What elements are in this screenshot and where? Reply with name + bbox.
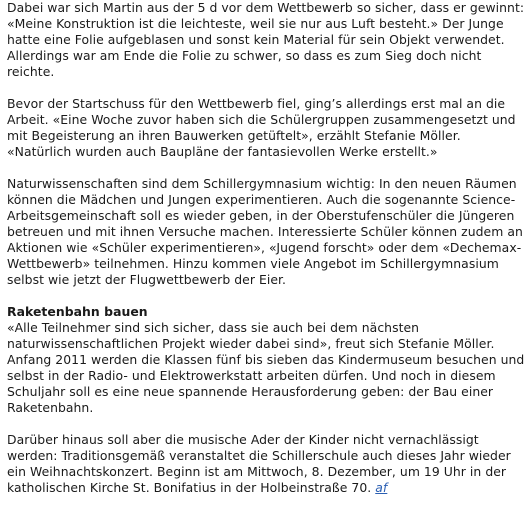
paragraph-1: Dabei war sich Martin aus der 5 d vor dem Wettbewerb so sicher, dass er gewinnt: «Meine Konstruktion ist die leichteste, weil sie nur aus Luft besteht.» Der Junge hatte eine Folie aufgeblasen und sonst kein Material für sein Objekt verwendet. Allerdings war am Ende die Folie zu schwer, so dass es zum Sieg doch nicht reichte. bbox=[7, 0, 525, 79]
paragraph-3: Naturwissenschaften sind dem Schillergymnasium wichtig: In den neuen Räumen können die Mädchen und Jungen experimentieren. Auch die sogenannte Science-Arbeitsgemeinschaft soll es wieder geben, in der Oberstufenschüler die Jüngeren betreuen und mit ihnen Versuche machen. Interessierte Schüler können zudem an Aktionen wie «Schüler experimentieren», «Jugend forscht» oder dem «Dechemax-Wettbewerb» teilnehmen. Hinzu kommen viele Angebot im Schillergymnasium selbst wie jetzt der Flugwettbewerb der Eier. bbox=[7, 176, 523, 287]
paragraph-4: «Alle Teilnehmer sind sich sicher, dass sie auch bei dem nächsten naturwissenschaftlichen Projekt wieder dabei sind», freut sich Stefanie Möller. Anfang 2011 werden die Klassen fünf bis sieben das Kindermuseum besuchen und selbst in der Radio- und Elektrowerkstatt arbeiten dürfen. Und noch in diesem Schuljahr soll es eine neue spannende Herausforderung geben: der Bau einer Raketenbahn. bbox=[7, 320, 525, 415]
section-heading: Raketenbahn bauen bbox=[7, 304, 148, 319]
paragraph-5-text: Darüber hinaus soll aber die musische Ader der Kinder nicht vernachlässigt werden: Traditionsgemäß veranstaltet die Schillerschule auch dieses Jahr wieder ein Weihnachtskonzert. Beginn ist am Mittwoch, 8. Dezember, um 19 Uhr in der katholischen Kirche St. Bonifatius in der Holbeinstraße 70. bbox=[7, 432, 511, 495]
article-body bbox=[7, 0, 525, 512]
paragraph-2: Bevor der Startschuss für den Wettbewerb fiel, ging’s allerdings erst mal an die Arbeit. «Eine Woche zuvor haben sich die Schülergruppen zusammengesetzt und mit Begeisterung an ihren Bauwerken getüftelt», erzählt Stefanie Möller. «Natürlich wurden auch Baupläne der fantasievollen Werke erstellt.» bbox=[7, 96, 516, 159]
author-link[interactable]: af bbox=[375, 480, 388, 495]
paragraph-5 bbox=[7, 432, 525, 496]
